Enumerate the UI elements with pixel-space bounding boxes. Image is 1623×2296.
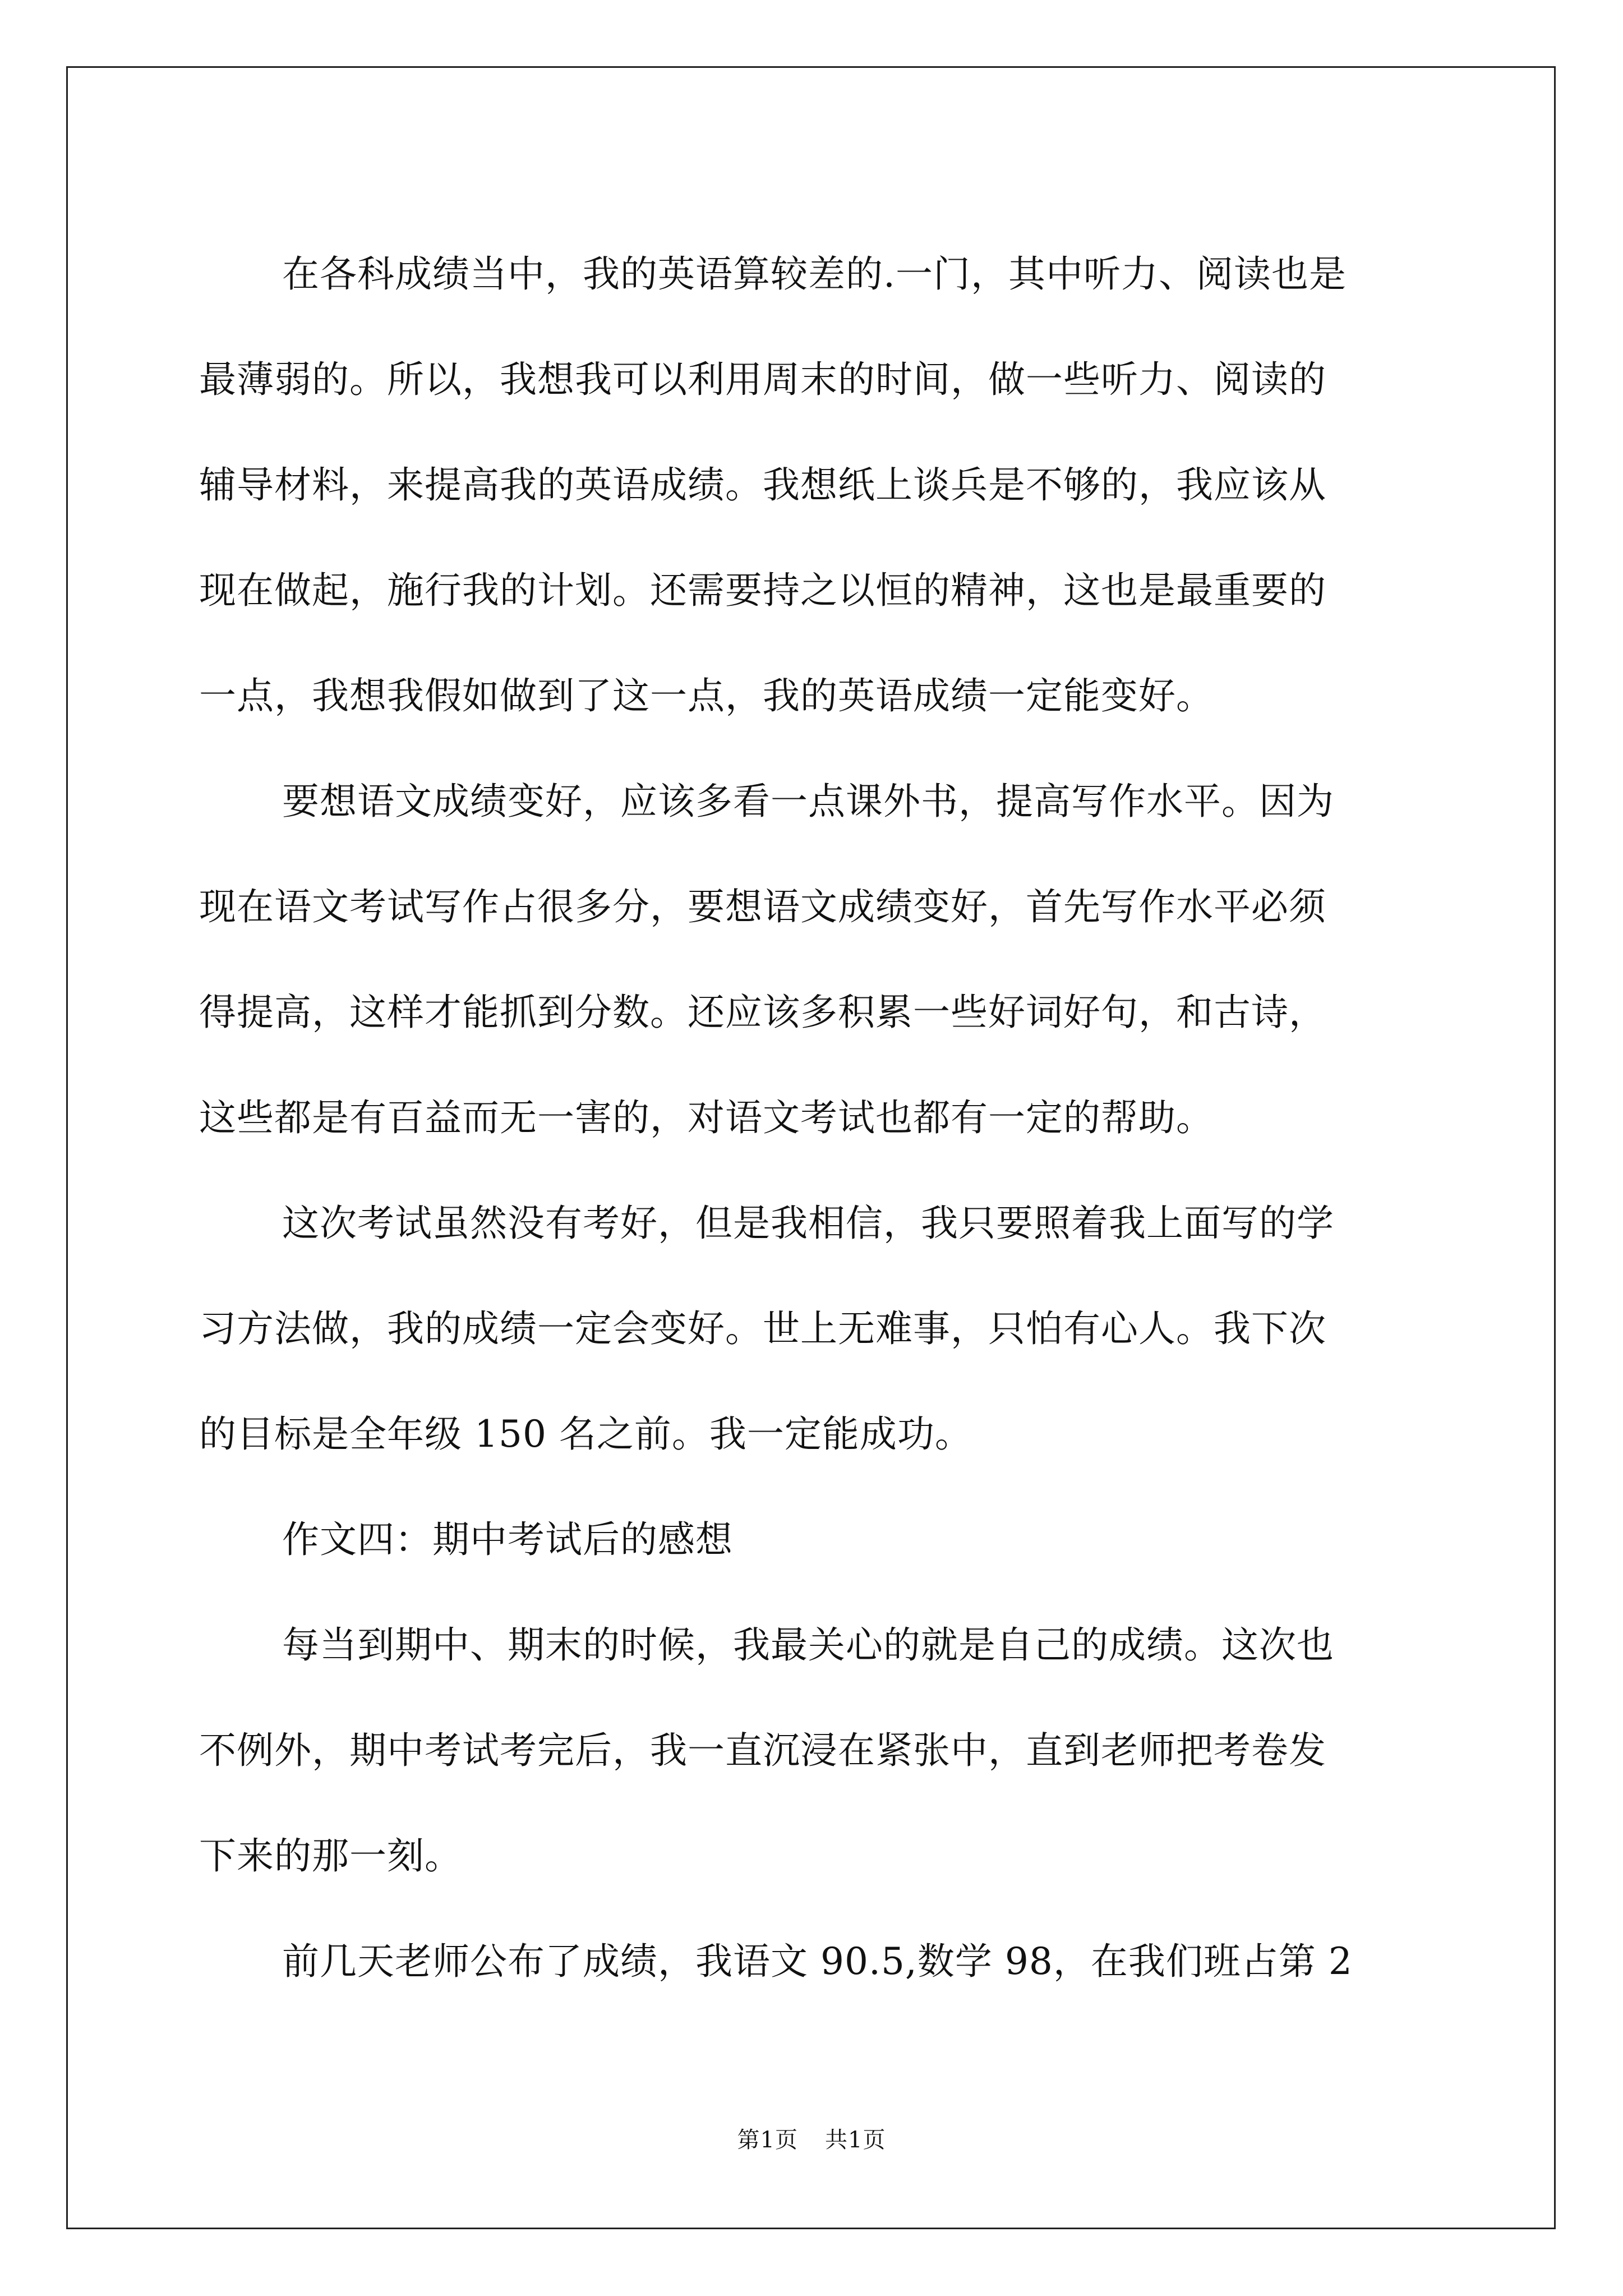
- paragraph-line: 的目标是全年级 150 名之前。我一定能成功。: [199, 1412, 972, 1456]
- page-footer: [0, 2126, 1623, 2154]
- page-total: 共1页: [825, 2127, 886, 2153]
- paragraph-line: 每当到期中、期末的时候，我最关心的就是自己的成绩。这次也: [282, 1623, 1334, 1667]
- paragraph-line: 下来的那一刻。: [199, 1834, 462, 1878]
- paragraph-line: 这次考试虽然没有考好，但是我相信，我只要照着我上面写的学: [282, 1202, 1334, 1245]
- section-heading: 作文四：期中考试后的感想: [282, 1518, 733, 1561]
- paragraph-line: 这些都是有百益而无一害的，对语文考试也都有一定的帮助。: [199, 1096, 1214, 1139]
- paragraph-line: 最薄弱的。所以，我想我可以利用周末的时间，做一些听力、阅读的: [199, 358, 1326, 401]
- paragraph-line: 要想语文成绩变好，应该多看一点课外书，提高写作水平。因为: [282, 780, 1334, 823]
- paragraph-line: 一点，我想我假如做到了这一点，我的英语成绩一定能变好。: [199, 674, 1214, 717]
- paragraph-line: 现在语文考试写作占很多分，要想语文成绩变好，首先写作水平必须: [199, 885, 1326, 928]
- paragraph-line: 在各科成绩当中，我的英语算较差的.一门，其中听力、阅读也是: [282, 252, 1347, 296]
- paragraph-line: 得提高，这样才能抓到分数。还应该多积累一些好词好句，和古诗，: [199, 991, 1326, 1034]
- paragraph-line: 现在做起，施行我的计划。还需要持之以恒的精神，这也是最重要的: [199, 569, 1326, 612]
- page-number: 第1页: [737, 2127, 798, 2153]
- paragraph-line: 不例外，期中考试考完后，我一直沉浸在紧张中，直到老师把考卷发: [199, 1729, 1326, 1772]
- paragraph-line: 辅导材料，来提高我的英语成绩。我想纸上谈兵是不够的，我应该从: [199, 463, 1326, 507]
- paragraph-line: 前几天老师公布了成绩，我语文 90.5,数学 98，在我们班占第 2: [282, 1940, 1353, 1983]
- document-body: [199, 222, 1433, 2014]
- paragraph-line: 习方法做，我的成绩一定会变好。世上无难事，只怕有心人。我下次: [199, 1307, 1326, 1350]
